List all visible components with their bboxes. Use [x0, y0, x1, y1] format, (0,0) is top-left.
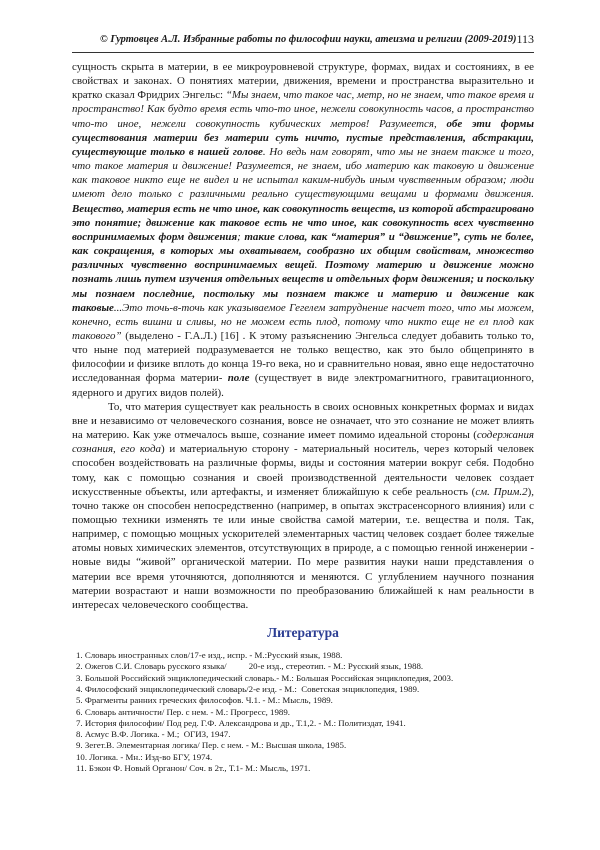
text-run: (существует в виде электромагнитного, гравитационного, ядерного и других видов полей). — [72, 372, 534, 399]
paragraph-engels-quote — [72, 60, 534, 400]
reference-item: 11. Бэкон Ф. Новый Органон/ Соч. в 2т., Т.1- М.: Мысль, 1971. — [76, 763, 311, 774]
quote-run: “Мы знаем, что такое час, метр, но не знаем, что такое время и пространство! Как будто время есть что-то иное, нежели совокупность часов, а пространство что-то иное, нежели совокупность кубических метров! Разумеется, — [72, 89, 534, 130]
text-run: сущность скрыта в материи, в ее микроуровневой структуре, формах, видах и состояниях, в ее свойствах и законах. О понятиях материи, движения, времени и пространства выразительно и кратко сказал Фридрих Энгельс: — [72, 61, 534, 102]
running-header — [72, 30, 534, 53]
reference-item: 4. Философский энциклопедический словарь/2-е изд. - М.: Советская энциклопедия, 1989. — [76, 683, 420, 694]
quote-run: ; — [237, 230, 245, 243]
emphasis-run: обе эти формы существования материи без материи суть ничто, пустые представления, абстракции, существующие только в нашей голове — [72, 117, 534, 158]
text-run: То, что материя существует как реальность в своих основных конкретных формах и видах вне и независимо от человеческого сознания, вовсе не означает, что это сознание не может влиять на материю. Как уже отмечалось выше, сознание имеет помимо идеальной стороны ( — [72, 400, 534, 442]
emphasis-run: Вещество, материя есть не что иное, как совокупность веществ, из которой абстрагировано это понятие; движение как таковое есть не что иное, как совокупность всех чувственно воспринимаемых форм движения — [72, 202, 534, 243]
text-run: ), точно также он способен непосредственно (например, в опытах экстрасенсорного влияния) или с помощью техники изменять те или иные свойства самой материи, т.е. вещества и поля. Так, например, с помощью мощных ускорителей элементарных частиц человек создает более тяжелые атомы новых химических элементов, отсутствующих в природе, а с помощью генной инженерии - новые виды “живой” органической материи. По мере развития науки наши представления о материи все время уточняются, дополняются и меняются. С углублением научного познания материи возрастают и наши возможности по преобразованию ближайшей к нам реальности в интересах человеческого сообщества. — [72, 485, 534, 611]
quote-run: ...Это точь-в-точь как указываемое Гегелем затруднение насчет того, что мы можем, конечно, есть вишни и сливы, но не можем есть плод, потому что никто еще не ел плод как такового” — [72, 301, 534, 342]
reference-item: 2. Ожегов С.И. Словарь русского языка/ 20-е изд., стереотип. - М.: Русский язык, 1988. — [76, 661, 424, 672]
italic-run: см. Прим.2 — [475, 485, 528, 498]
header-title: © Гуртовцев А.Л. Избранные работы по философии науки, атеизма и религии (2009-2019) — [100, 34, 517, 45]
page — [72, 30, 534, 774]
reference-item: 6. Словарь античности/ Пер. с нем. - М.: Прогресс, 1989. — [76, 706, 290, 717]
quote-run: . — [314, 259, 325, 272]
italic-run: содержания сознания, его кода — [72, 429, 534, 456]
reference-item: 9. Зегет.В. Элементарная логика/ Пер. с нем. - М.: Высшая школа, 1985. — [76, 740, 347, 751]
reference-item: 3. Большой Российский энциклопедический словарь.- М.: Большая Российская энциклопедия, 2003. — [76, 672, 454, 683]
emphasis-run: такие слова, как “материя” и “движение”, суть не более, как сокращения, в которых мы охватываем, сообразно их общим свойствам, множество различных чувственно воспринимаемых вещей — [72, 230, 534, 272]
reference-item: 1. Словарь иностранных слов/17-е изд., испр. - М.:Русский язык, 1988. — [76, 650, 343, 661]
text-run: ) и материальную сторону - материальный носитель, через который человек способен воздействовать на различные формы, виды и состояния материи вокруг себя. Подобно тому, как с помощью сознания и своей производственной деятельности человек создает искусственные объекты, или артефакты, и изменяет ближайшую к себе реальность ( — [72, 443, 534, 498]
page-number: 113 — [516, 32, 534, 46]
reference-item: 10. Логика. - Мн.: Изд-во БГУ, 1974. — [76, 751, 213, 762]
reference-list — [76, 650, 534, 774]
emphasis-run: поле — [227, 372, 250, 385]
quote-run: . Но ведь нам говорят, что мы не знаем также и того, что такое материя и движение! Разумеется, не знаем, ибо материю как таковую и движение как таковое никто еще не видел и не испытал каким-нибудь иным чувственным образом; люди имеют дело только с различными реально существующими вещами и формами движения. — [72, 145, 534, 201]
reference-item: 8. Асмус В.Ф. Логика. - М.; ОГИЗ, 1947. — [76, 729, 231, 740]
text-run: (выделено - Г.А.Л.) [16] . К этому разъяснению Энгельса следует добавить только то, что ныне под материей подразумевается не только вещество, как это было общепринято в философии и физике вплоть до конца 19-го века, но и сравнительно новая, явно еще недостаточно исследованная форма материи- — [72, 329, 534, 385]
reference-item: 7. История философии/ Под ред. Г.Ф. Александрова и др., Т.1,2. - М.: Политиздат, 1941. — [76, 717, 406, 728]
emphasis-run: Поэтому материю и движение можно познать лишь путем изучения отдельных веществ и отдельных форм движения; и поскольку мы познаем последние, постольку мы познаем также и материю и движение как таковые — [72, 259, 535, 314]
reference-item: 5. Фрагменты ранних греческих философов. Ч.1. - М.: Мысль, 1989. — [76, 695, 333, 706]
paragraph-consciousness — [72, 400, 534, 612]
body-text — [72, 60, 534, 612]
literature-heading: Литература — [267, 625, 339, 641]
